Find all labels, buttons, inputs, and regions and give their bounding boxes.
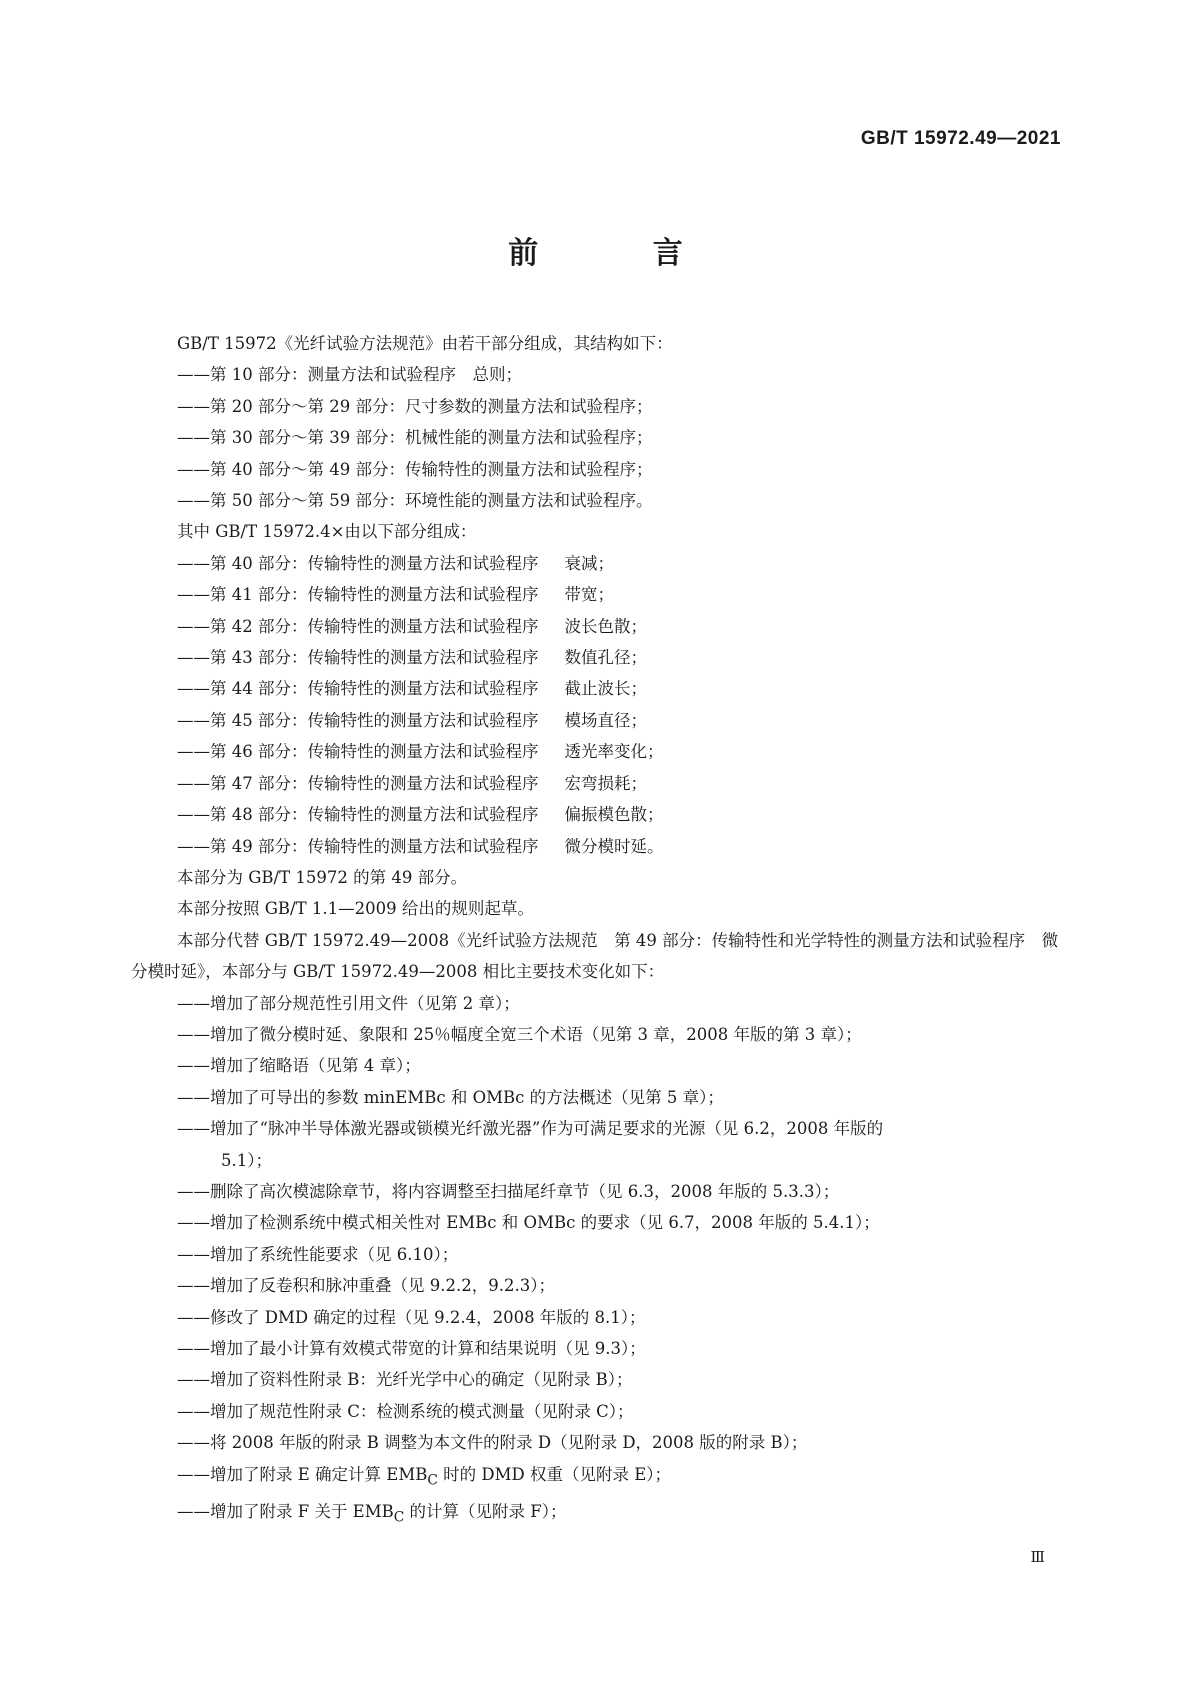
list-item: ——增加了最小计算有效模式带宽的计算和结果说明（见 9.3）； [177, 1339, 646, 1358]
subpart-prefix: ——第 47 部分：传输特性的测量方法和试验程序 [177, 773, 539, 793]
list-item [131, 1496, 1060, 1534]
intro-paragraph: GB/T 15972《光纤试验方法规范》由若干部分组成，其结构如下： [177, 334, 673, 353]
list-item: ——增加了系统性能要求（见 6.10）； [177, 1244, 459, 1264]
page-title: 前 言 [508, 236, 735, 271]
subpart-topic: 截止波长； [564, 679, 647, 699]
list-item [131, 1459, 1060, 1497]
list-item: ——第 30 部分～第 39 部分：机械性能的测量方法和试验程序； [177, 428, 653, 448]
list-item: ——修改了 DMD 确定的过程（见 9.2.4，2008 年版的 8.1）； [177, 1307, 646, 1327]
list-item: ——增加了检测系统中模式相关性对 EMBc 和 OMBc 的要求（见 6.7，2008 年版的 5.4.1）； [177, 1213, 880, 1233]
list-item: ——第 10 部分：测量方法和试验程序 总则； [177, 365, 522, 385]
list-item-text: ——增加了附录 F 关于 EMB [177, 1502, 394, 1522]
subpart-topic: 波长色散； [564, 616, 647, 636]
subpart-prefix: ——第 41 部分：传输特性的测量方法和试验程序 [177, 585, 539, 605]
list-item: ——增加了部分规范性引用文件（见第 2 章）； [177, 993, 520, 1013]
list-item [131, 768, 1060, 799]
subpart-topic: 宏弯损耗； [564, 773, 647, 793]
standard-code: GB/T 15972.49—2021 [860, 128, 1061, 149]
subpart-prefix: ——第 43 部分：传输特性的测量方法和试验程序 [177, 648, 539, 668]
subparts-list [131, 548, 1060, 862]
list-item-text: 时的 DMD 权重（见附录 E）； [437, 1464, 672, 1484]
subpart-prefix: ——第 45 部分：传输特性的测量方法和试验程序 [177, 710, 539, 730]
list-item [131, 673, 1060, 704]
subscript: C [393, 1509, 405, 1526]
list-item: ——增加了“脉冲半导体激光器或锁模光纤激光器”作为可满足要求的光源（见 6.2，2008 年版的 [177, 1119, 884, 1139]
list-item [131, 642, 1060, 673]
page-number: Ⅲ [1030, 1548, 1045, 1566]
list-item [131, 831, 1060, 862]
subpart-topic: 数值孔径； [564, 648, 647, 668]
list-item: ——增加了可导出的参数 minEMBc 和 OMBc 的方法概述（见第 5 章）； [177, 1087, 724, 1107]
subpart-topic: 偏振模色散； [564, 805, 664, 825]
list-item [131, 736, 1060, 767]
list-item: ——增加了资料性附录 B：光纤光学中心的确定（见附录 B）； [177, 1370, 633, 1390]
list-item-continuation: 5.1）； [221, 1150, 272, 1170]
sub-intro-paragraph: 其中 GB/T 15972.4×由以下部分组成： [177, 522, 477, 542]
parts-list [131, 359, 1060, 516]
subpart-prefix: ——第 42 部分：传输特性的测量方法和试验程序 [177, 616, 539, 636]
subpart-topic: 模场直径； [564, 710, 647, 730]
document-body [131, 328, 1060, 1534]
rules-paragraph: 本部分按照 GB/T 1.1—2009 给出的规则起草。 [177, 899, 534, 919]
list-item: ——第 50 部分～第 59 部分：环境性能的测量方法和试验程序。 [177, 491, 653, 511]
subpart-prefix: ——第 40 部分：传输特性的测量方法和试验程序 [177, 553, 539, 573]
list-item [131, 611, 1060, 642]
list-item: ——第 20 部分～第 29 部分：尺寸参数的测量方法和试验程序； [177, 396, 653, 416]
subpart-prefix: ——第 44 部分：传输特性的测量方法和试验程序 [177, 679, 539, 699]
subpart-topic: 透光率变化； [564, 742, 664, 762]
replace-paragraph: 本部分代替 GB/T 15972.49—2008《光纤试验方法规范 第 49 部分：传输特性和光学特性的测量方法和试验程序 微分模时延》，本部分与 GB/T 15972.49—2008 相比主要技术变化如下： [131, 930, 1059, 982]
subpart-topic: 微分模时延。 [564, 836, 664, 856]
subpart-prefix: ——第 46 部分：传输特性的测量方法和试验程序 [177, 742, 539, 762]
subpart-topic: 衰减； [564, 553, 614, 573]
part-paragraph: 本部分为 GB/T 15972 的第 49 部分。 [177, 867, 468, 887]
list-item [131, 799, 1060, 830]
list-item [131, 548, 1060, 579]
list-item: ——增加了反卷积和脉冲重叠（见 9.2.2，9.2.3）； [177, 1276, 555, 1296]
list-item-text: ——增加了附录 E 确定计算 EMB [177, 1464, 428, 1484]
list-item: ——增加了缩略语（见第 4 章）； [177, 1056, 421, 1076]
subpart-topic: 带宽； [564, 585, 614, 605]
list-item: ——增加了微分模时延、象限和 25％幅度全宽三个术语（见第 3 章，2008 年版的第 3 章）； [177, 1024, 862, 1044]
list-item: ——增加了规范性附录 C：检测系统的模式测量（见附录 C）； [177, 1401, 634, 1421]
list-item: ——第 40 部分～第 49 部分：传输特性的测量方法和试验程序； [177, 459, 653, 479]
list-item-text: 的计算（见附录 F）； [404, 1502, 567, 1522]
changes-list [131, 988, 1060, 1535]
list-item: ——将 2008 年版的附录 B 调整为本文件的附录 D（见附录 D，2008 版的附录 B）； [177, 1433, 808, 1453]
list-item [131, 579, 1060, 610]
subscript: C [427, 1471, 438, 1488]
list-item [131, 705, 1060, 736]
subpart-prefix: ——第 48 部分：传输特性的测量方法和试验程序 [177, 805, 539, 825]
list-item: ——删除了高次模滤除章节，将内容调整至扫描尾纤章节（见 6.3，2008 年版的 5.3.3）； [177, 1181, 840, 1201]
subpart-prefix: ——第 49 部分：传输特性的测量方法和试验程序 [177, 836, 539, 856]
